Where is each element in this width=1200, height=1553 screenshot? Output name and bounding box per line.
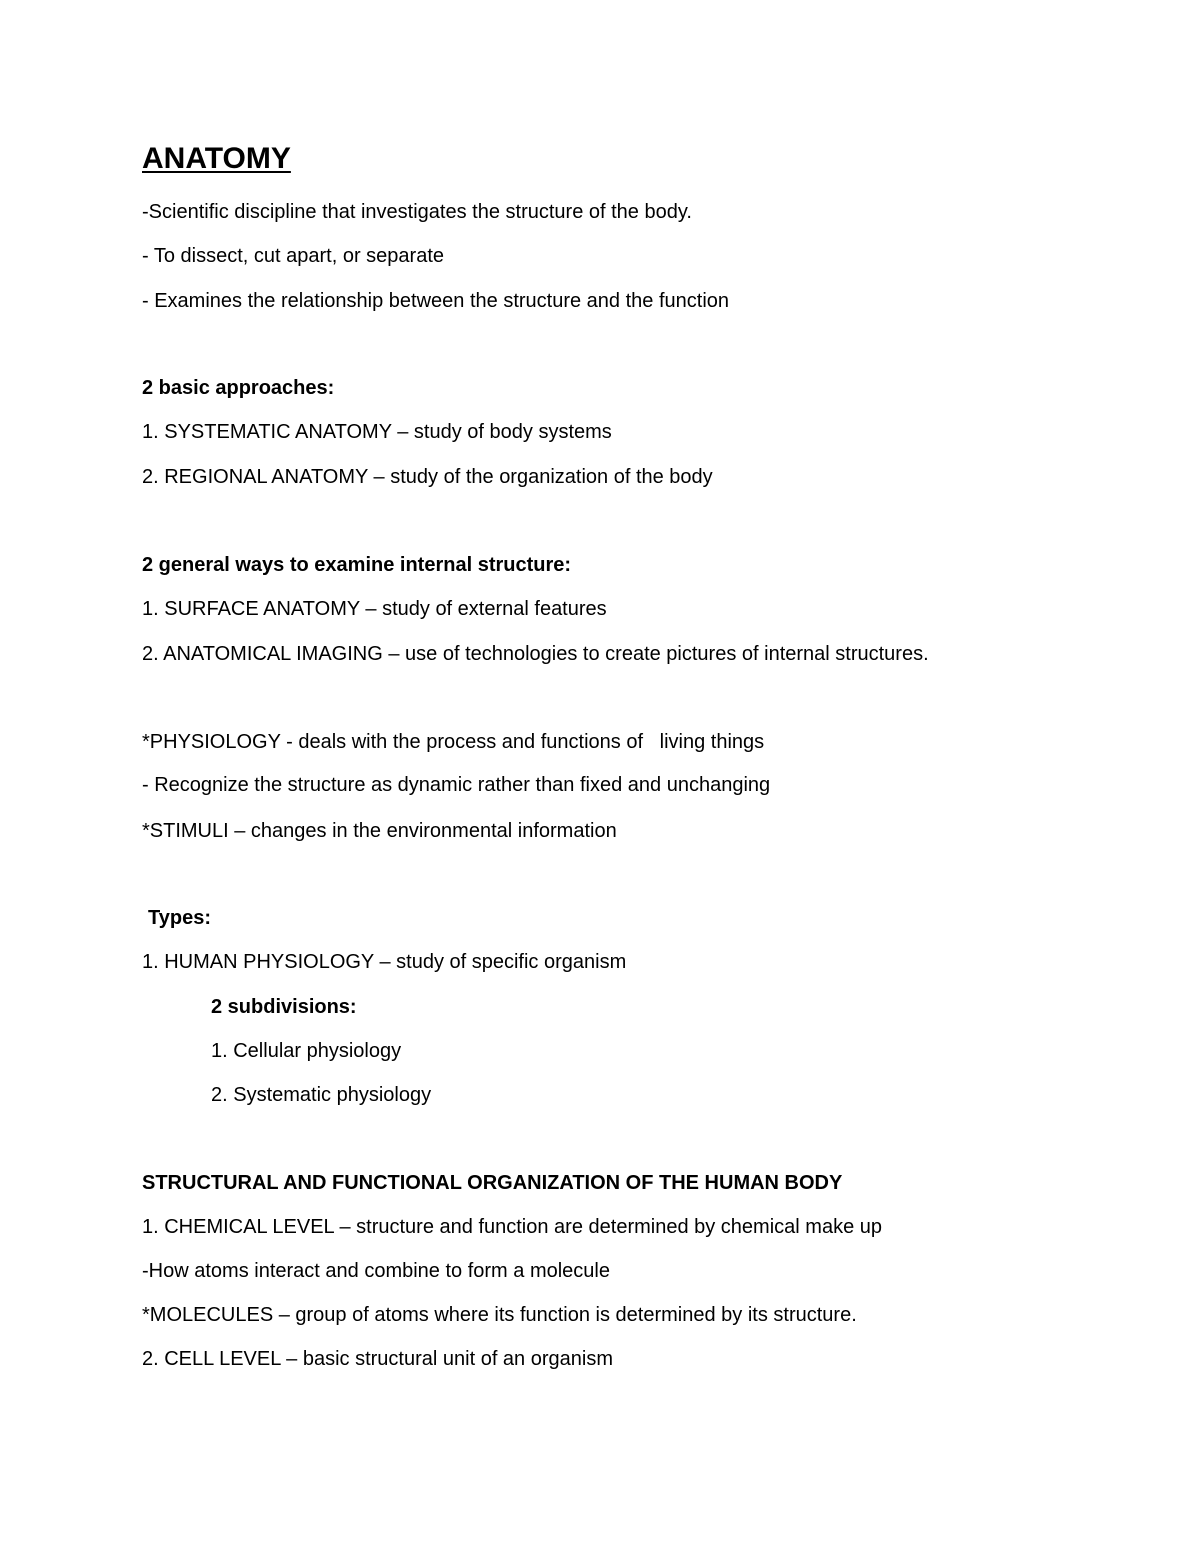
physiology-definition: *PHYSIOLOGY - deals with the process and functions of living things bbox=[142, 731, 765, 753]
types-item: 1. HUMAN PHYSIOLOGY – study of specific organism bbox=[142, 951, 627, 973]
approach-item: 2. REGIONAL ANATOMY – study of the organization of the body bbox=[142, 466, 713, 488]
organization-heading: STRUCTURAL AND FUNCTIONAL ORGANIZATION OF THE HUMAN BODY bbox=[142, 1172, 843, 1194]
organization-line: -How atoms interact and combine to form a molecule bbox=[142, 1260, 610, 1282]
subdivision-item: 2. Systematic physiology bbox=[211, 1084, 432, 1106]
organization-line: 2. CELL LEVEL – basic structural unit of an organism bbox=[142, 1348, 613, 1370]
internal-structure-item: 2. ANATOMICAL IMAGING – use of technologies to create pictures of internal structures. bbox=[142, 643, 929, 665]
approach-item: 1. SYSTEMATIC ANATOMY – study of body systems bbox=[142, 421, 612, 443]
internal-structure-heading: 2 general ways to examine internal structure: bbox=[142, 554, 572, 576]
anatomy-definition: -Scientific discipline that investigates the structure of the body. bbox=[142, 201, 692, 223]
organization-line: *MOLECULES – group of atoms where its function is determined by its structure. bbox=[142, 1304, 857, 1326]
subdivisions-heading: 2 subdivisions: bbox=[211, 996, 357, 1018]
anatomy-point: - To dissect, cut apart, or separate bbox=[142, 245, 445, 267]
approaches-heading: 2 basic approaches: bbox=[142, 377, 335, 399]
subdivision-item: 1. Cellular physiology bbox=[211, 1040, 402, 1062]
organization-line: 1. CHEMICAL LEVEL – structure and function are determined by chemical make up bbox=[142, 1216, 882, 1238]
anatomy-point: - Examines the relationship between the structure and the function bbox=[142, 290, 730, 312]
physiology-note: - Recognize the structure as dynamic rather than fixed and unchanging bbox=[142, 774, 771, 796]
types-heading: Types: bbox=[148, 907, 211, 929]
page-title: ANATOMY bbox=[142, 142, 291, 175]
internal-structure-item: 1. SURFACE ANATOMY – study of external features bbox=[142, 598, 607, 620]
stimuli-definition: *STIMULI – changes in the environmental information bbox=[142, 820, 617, 842]
